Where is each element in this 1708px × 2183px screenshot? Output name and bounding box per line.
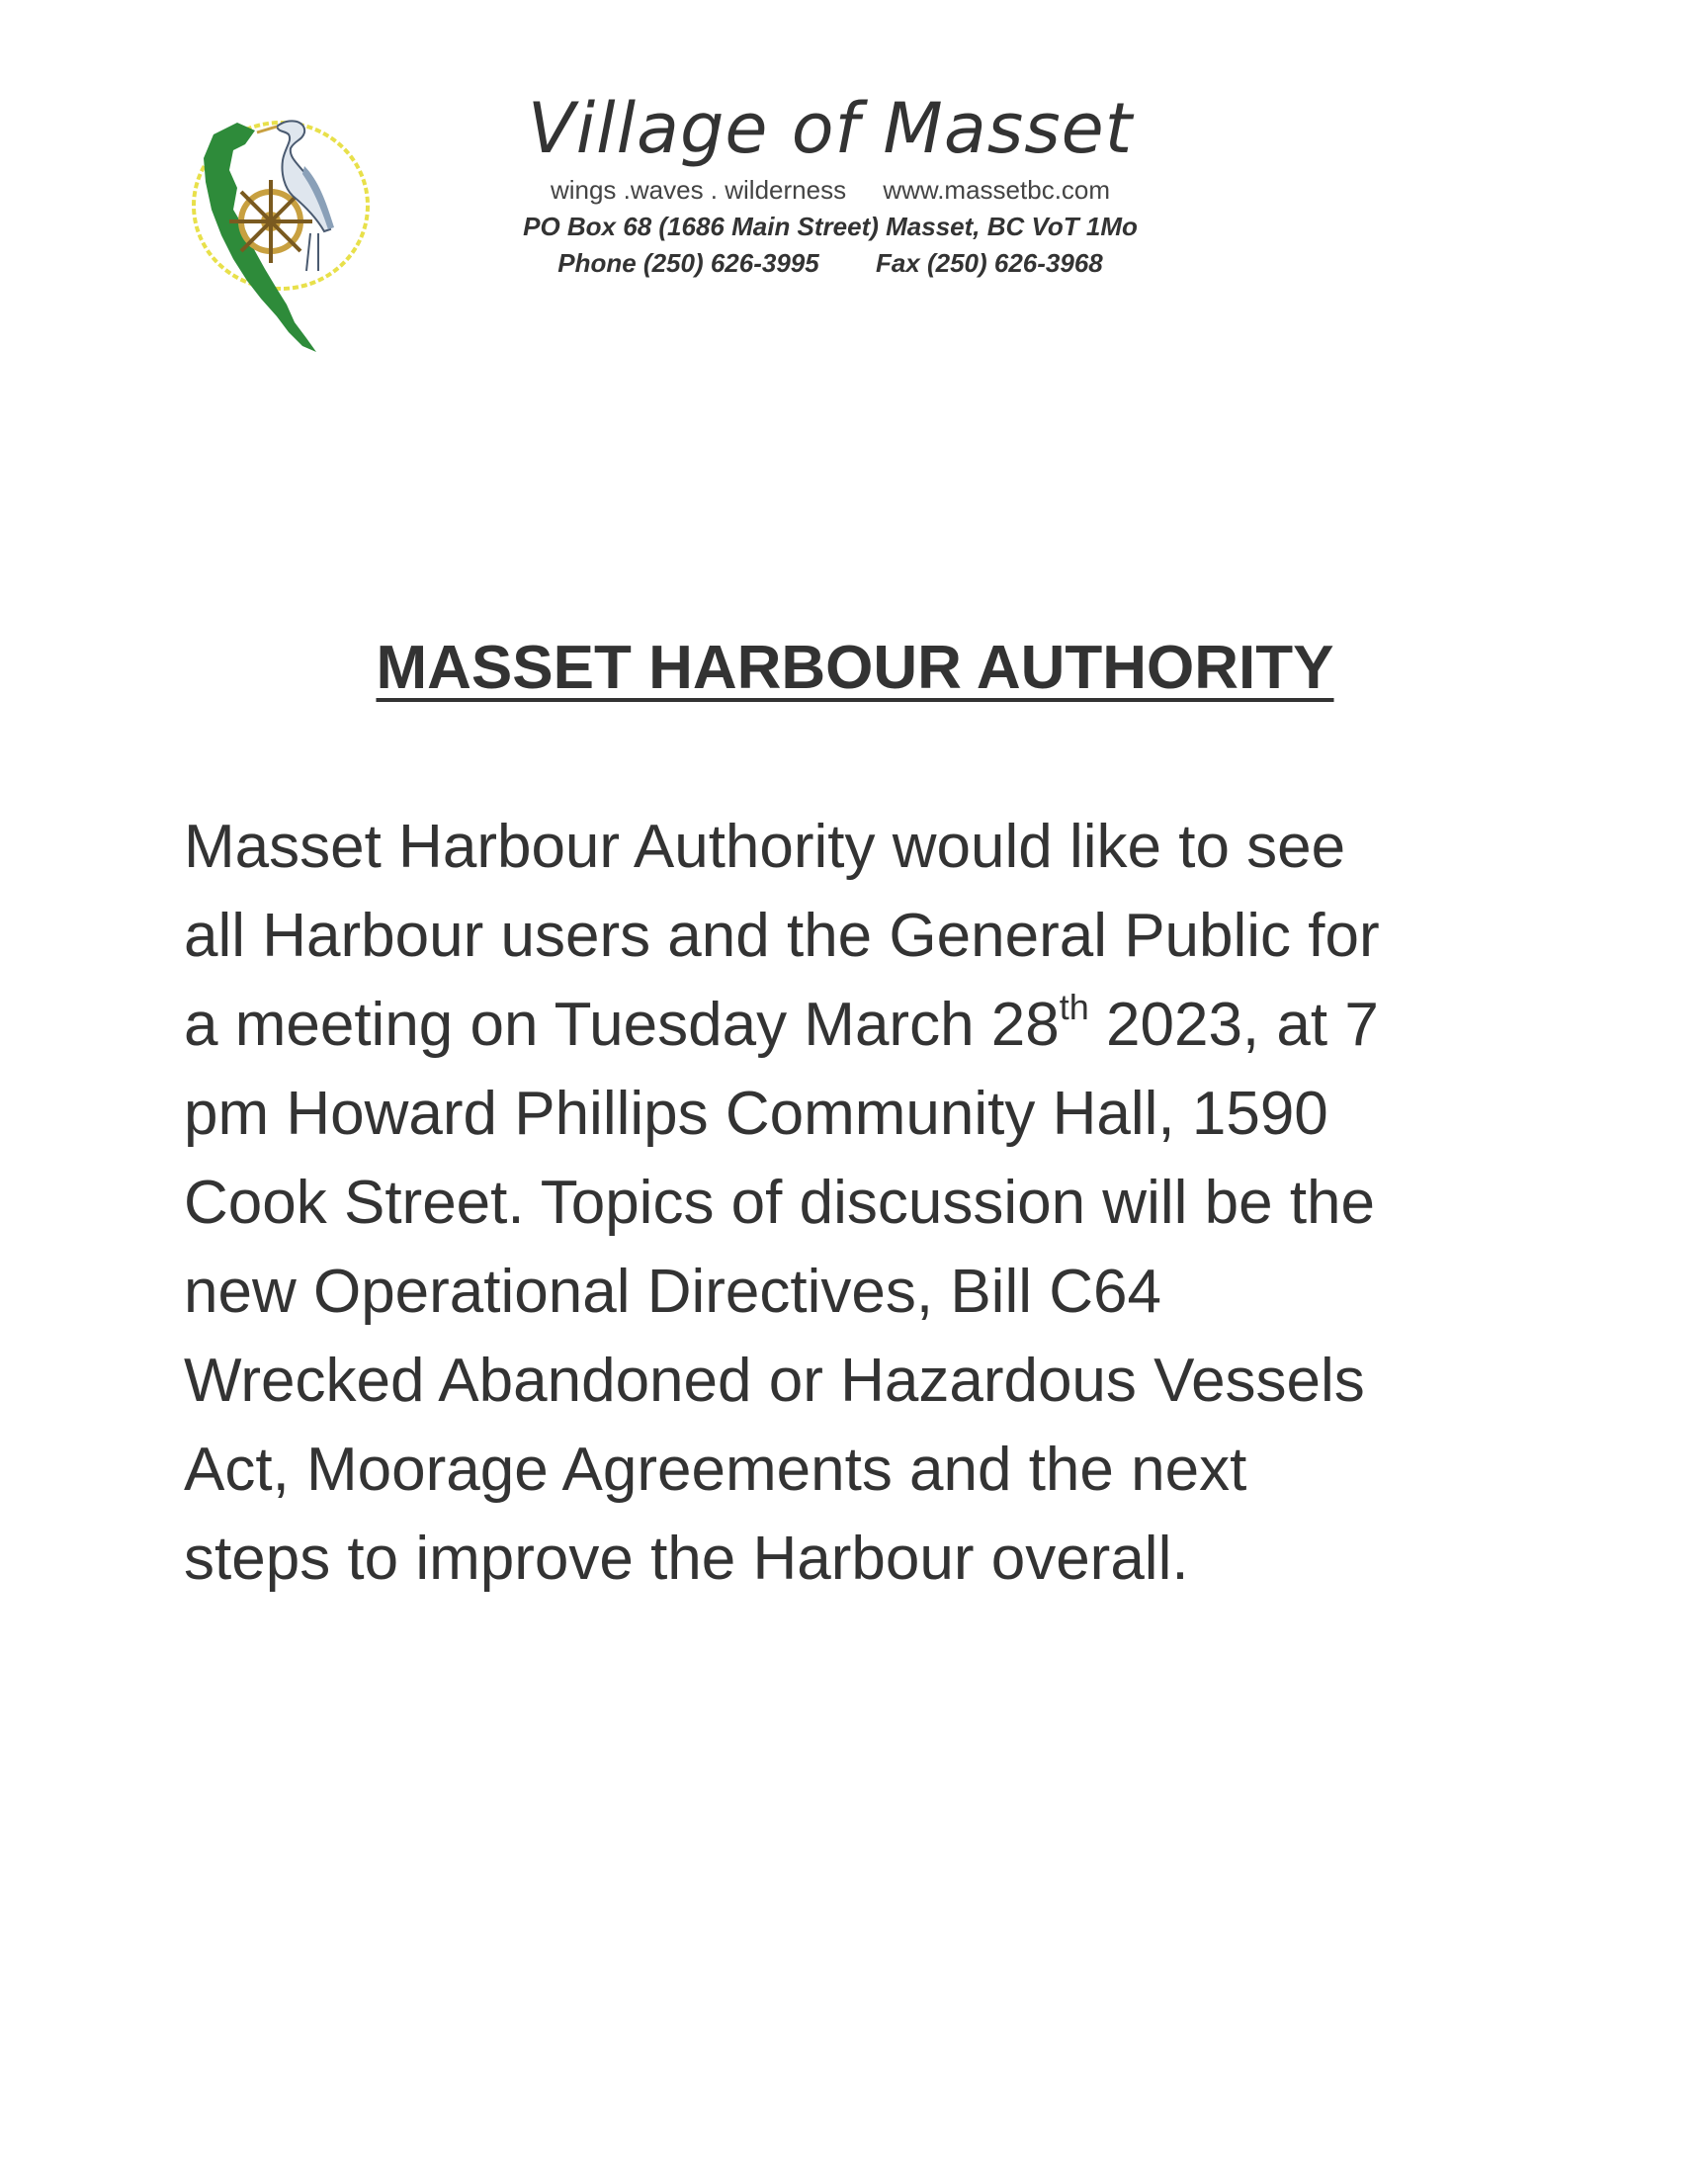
contact-row bbox=[435, 248, 1226, 279]
tagline: wings .waves . wilderness bbox=[550, 175, 847, 205]
notice-line-date-start: a meeting on Tuesday March 28 bbox=[184, 991, 1060, 1059]
tagline-row bbox=[435, 175, 1226, 206]
phone-number: Phone (250) 626-3995 bbox=[557, 248, 819, 278]
village-logo-icon bbox=[186, 111, 380, 356]
notice-heading bbox=[148, 633, 1562, 703]
village-logo bbox=[186, 111, 380, 356]
notice-line-date bbox=[184, 981, 1508, 1070]
village-name-title: Village of Masset bbox=[527, 88, 1134, 169]
notice-line: steps to improve the Harbour overall. bbox=[184, 1525, 1189, 1593]
mailing-address: PO Box 68 (1686 Main Street) Masset, BC VoT 1Mo bbox=[523, 212, 1138, 241]
notice-line: new Operational Directives, Bill C64 bbox=[184, 1258, 1161, 1326]
notice-line-date-end: 2023, at 7 bbox=[1088, 991, 1379, 1059]
notice-heading-text: MASSET HARBOUR AUTHORITY bbox=[376, 634, 1334, 702]
fax-number: Fax (250) 626-3968 bbox=[875, 248, 1103, 278]
notice-line: Wrecked Abandoned or Hazardous Vessels bbox=[184, 1347, 1365, 1415]
notice-line: Masset Harbour Authority would like to see bbox=[184, 813, 1346, 881]
notice-line: pm Howard Phillips Community Hall, 1590 bbox=[184, 1080, 1328, 1148]
notice-line: Act, Moorage Agreements and the next bbox=[184, 1436, 1247, 1504]
letterhead bbox=[435, 88, 1226, 279]
notice-line: all Harbour users and the General Public for bbox=[184, 902, 1380, 970]
notice-body bbox=[184, 803, 1508, 1604]
ordinal-suffix: th bbox=[1059, 987, 1089, 1027]
notice-line: Cook Street. Topics of discussion will be the bbox=[184, 1169, 1376, 1237]
website-link[interactable]: www.massetbc.com bbox=[883, 175, 1111, 205]
